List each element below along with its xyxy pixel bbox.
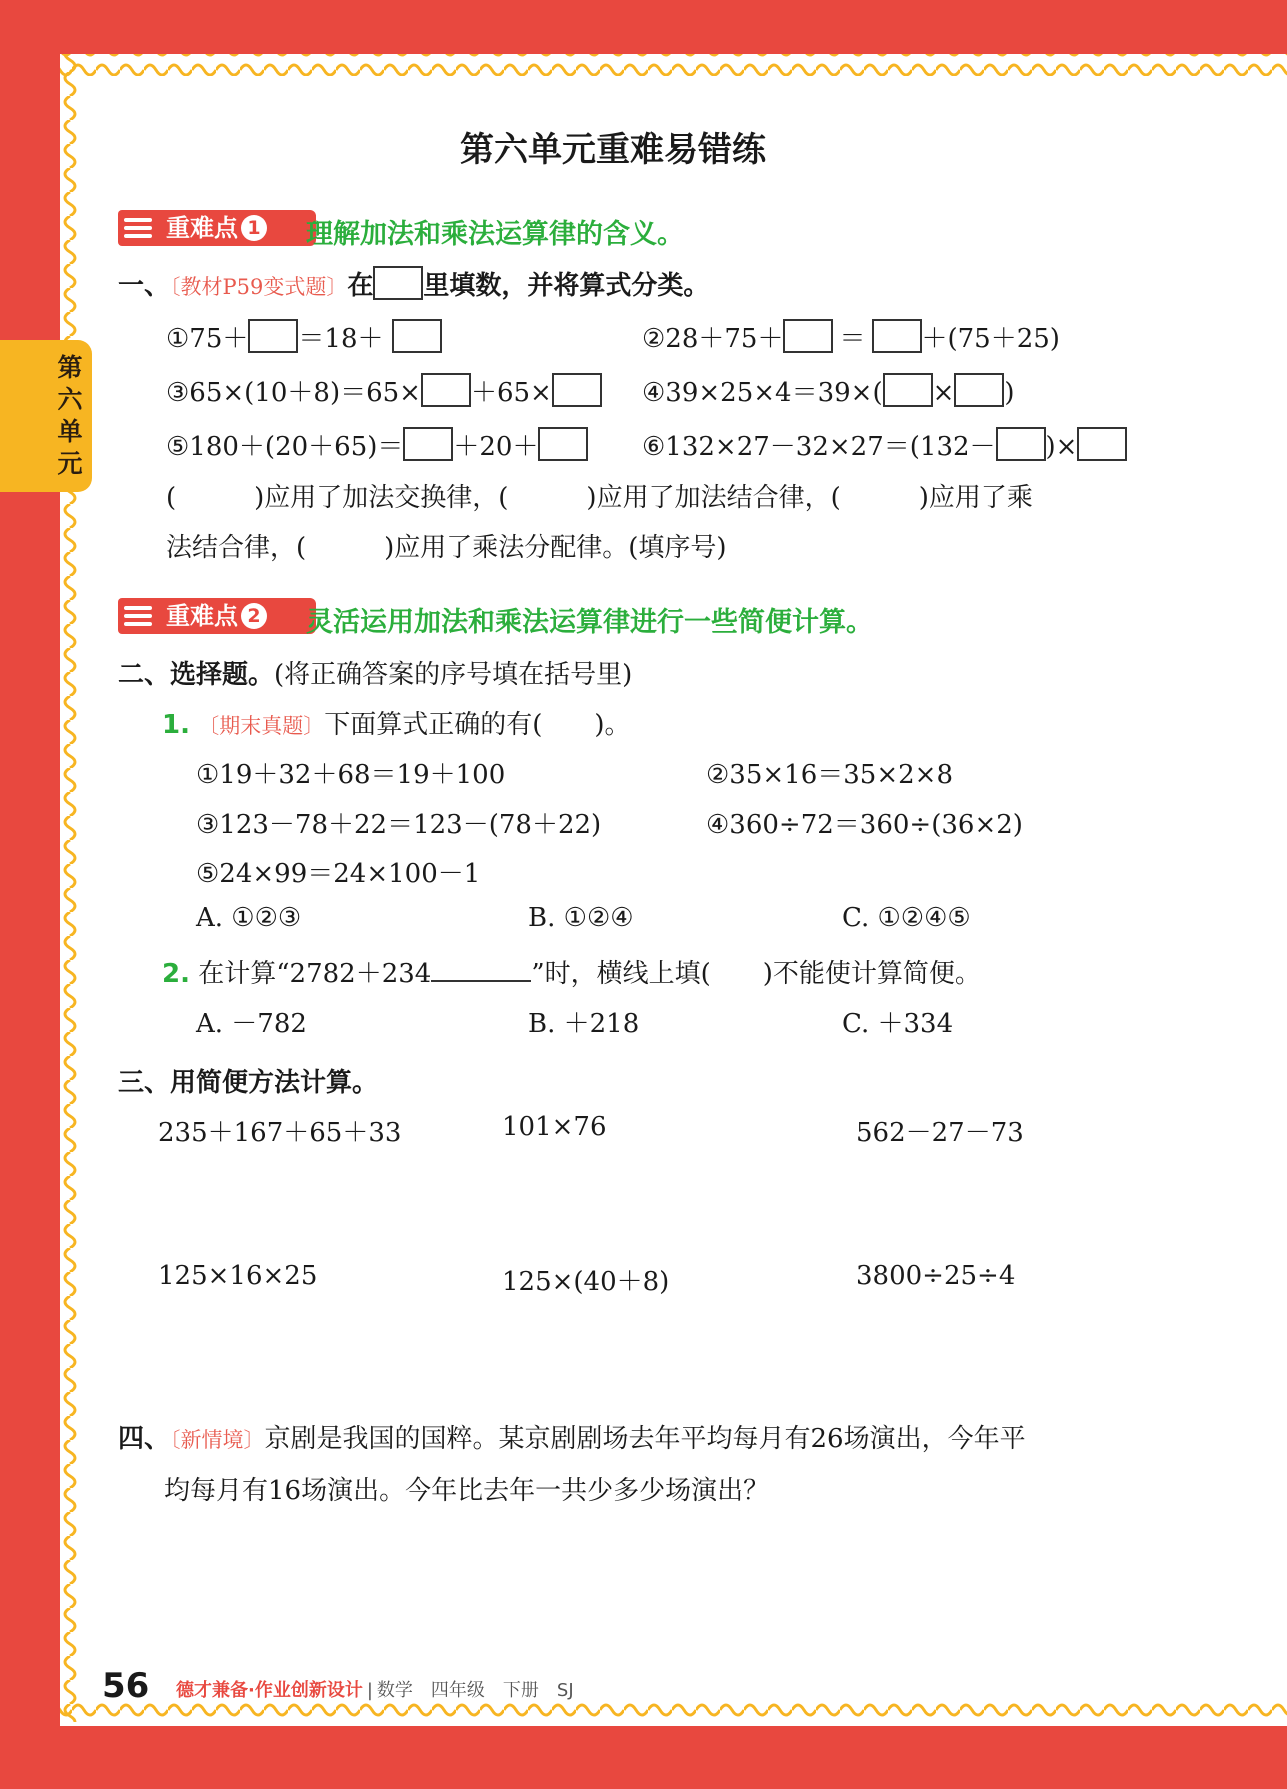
unit-side-tab-label: 第六单元 bbox=[57, 353, 83, 478]
key-point-number: 2 bbox=[241, 603, 267, 629]
equation-d: ④39×25×4＝39×( × ) bbox=[642, 372, 1015, 409]
option-1: ①19＋32＋68＝19＋100 bbox=[196, 760, 506, 790]
calc-expression: 235＋167＋65＋33 bbox=[158, 1118, 402, 1148]
choice-b[interactable]: B. ①②④ bbox=[528, 903, 634, 933]
source-tag: 〔新情境〕 bbox=[170, 1428, 265, 1452]
choice-c[interactable]: C. ＋334 bbox=[842, 1009, 954, 1039]
sub-question-1: 1. 〔期末真题〕下面算式正确的有( )。 bbox=[162, 710, 631, 740]
answer-box[interactable] bbox=[403, 427, 453, 461]
key-point-badge-label: 重难点 bbox=[166, 602, 238, 630]
answer-box[interactable] bbox=[783, 319, 833, 353]
calc-expression: 125×(40＋8) bbox=[502, 1267, 670, 1297]
key-point-text-1: 理解加法和乘法运算律的含义。 bbox=[306, 219, 684, 250]
choice-a[interactable]: A. －782 bbox=[196, 1009, 307, 1039]
footer-info: 德才兼备·作业创新设计 | 数学 四年级 下册 SJ bbox=[176, 1680, 574, 1701]
question-1-heading: 一、〔教材P59变式题〕在 里填数，并将算式分类。 bbox=[118, 265, 709, 302]
question-4-line-1: 四、〔新情境〕京剧是我国的国粹。某京剧剧场去年平均每月有26场演出，今年平 bbox=[118, 1424, 1026, 1454]
choice-a[interactable]: A. ①②③ bbox=[196, 903, 302, 933]
footer-brand: 德才兼备·作业创新设计 bbox=[176, 1680, 363, 1701]
choice-b[interactable]: B. ＋218 bbox=[528, 1009, 640, 1039]
calc-expression: 101×76 bbox=[502, 1112, 607, 1142]
question-4-line-2: 均每月有16场演出。今年比去年一共少多少场演出？ bbox=[164, 1476, 770, 1506]
source-tag: 〔教材P59变式题〕 bbox=[170, 275, 348, 299]
answer-box[interactable] bbox=[538, 427, 588, 461]
choice-c[interactable]: C. ①②④⑤ bbox=[842, 903, 971, 933]
answer-box[interactable] bbox=[248, 319, 298, 353]
answer-box[interactable] bbox=[552, 373, 602, 407]
fill-blank-line[interactable] bbox=[431, 956, 531, 982]
page-number: 56 bbox=[102, 1666, 150, 1706]
page-title: 第六单元重难易错练 bbox=[460, 130, 766, 170]
question-3-heading: 三、用简便方法计算。 bbox=[118, 1068, 379, 1098]
option-2: ②35×16＝35×2×8 bbox=[706, 760, 954, 790]
classify-line-2: 法结合律，( )应用了乘法分配律。(填序号) bbox=[166, 533, 727, 563]
equation-c: ③65×(10＋8)＝65× ＋65× bbox=[166, 372, 602, 409]
calc-expression: 562－27－73 bbox=[856, 1118, 1024, 1148]
answer-box[interactable] bbox=[883, 373, 933, 407]
example-box bbox=[373, 266, 423, 300]
source-tag: 〔期末真题〕 bbox=[198, 714, 325, 738]
answer-box[interactable] bbox=[872, 319, 922, 353]
classify-line-1: ( )应用了加法交换律，( )应用了加法结合律，( )应用了乘 bbox=[166, 483, 1033, 513]
equation-e: ⑤180＋(20＋65)＝ ＋20＋ bbox=[166, 426, 588, 463]
option-3: ③123－78＋22＝123－(78＋22) bbox=[196, 810, 602, 840]
key-point-badge-label: 重难点 bbox=[166, 214, 238, 242]
stripes-icon bbox=[118, 210, 158, 246]
equation-b: ②28＋75＋ ＝ ＋(75＋25) bbox=[642, 318, 1060, 355]
answer-box[interactable] bbox=[392, 319, 442, 353]
calc-expression: 3800÷25÷4 bbox=[856, 1261, 1016, 1291]
option-4: ④360÷72＝360÷(36×2) bbox=[706, 810, 1023, 840]
answer-box[interactable] bbox=[421, 373, 471, 407]
option-5: ⑤24×99＝24×100－1 bbox=[196, 859, 481, 889]
key-point-number: 1 bbox=[241, 215, 267, 241]
answer-box[interactable] bbox=[1077, 427, 1127, 461]
question-2-heading: 二、选择题。(将正确答案的序号填在括号里) bbox=[118, 660, 633, 690]
stripes-icon bbox=[118, 598, 158, 634]
answer-box[interactable] bbox=[996, 427, 1046, 461]
sub-question-2: 2. 在计算“2782＋234 ”时，横线上填( )不能使计算简便。 bbox=[162, 953, 981, 990]
calc-expression: 125×16×25 bbox=[158, 1261, 318, 1291]
equation-f: ⑥132×27－32×27＝(132－ )× bbox=[642, 426, 1127, 463]
answer-box[interactable] bbox=[954, 373, 1004, 407]
key-point-text-2: 灵活运用加法和乘法运算律进行一些简便计算。 bbox=[306, 607, 873, 638]
equation-a: ①75＋ ＝18＋ bbox=[166, 318, 442, 355]
